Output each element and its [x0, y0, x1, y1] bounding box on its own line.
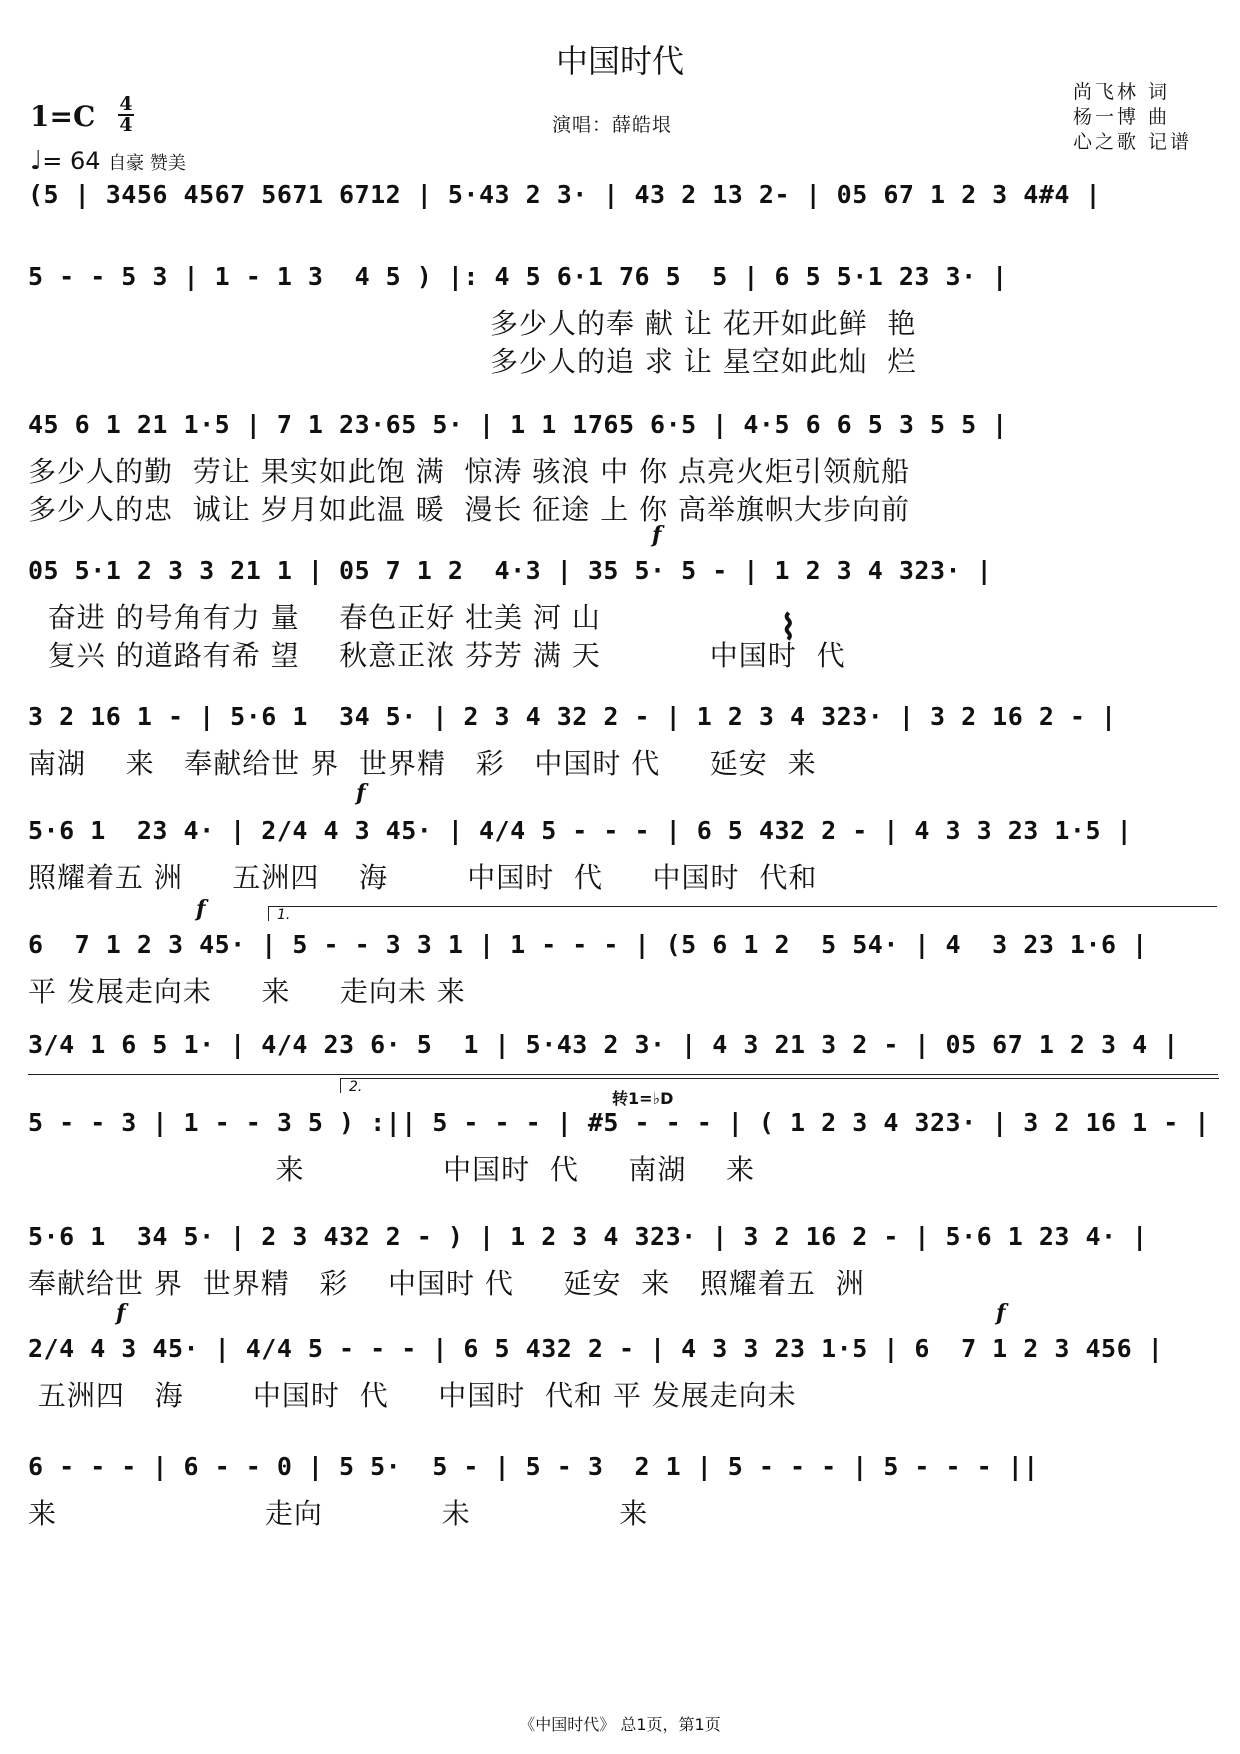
notation-line: 45 6 1 21 1·5 | 7 1 23·65 5· | 1 1 1765 6·5 | 4·5 6 6 5 3 5 5 | [28, 410, 1008, 439]
lyric-line: 五洲四 海 中国时 代 中国时 代和 平 发展走向未 [28, 1379, 797, 1412]
modulation-marking: 转1=♭D [612, 1089, 674, 1108]
forte-mark: f [356, 780, 366, 806]
transcriber-credit: 心之歌 记谱 [1073, 131, 1193, 153]
lyric-line: 奉献给世 界 世界精 彩 中国时 代 延安 来 照耀着五 洲 [28, 1267, 865, 1300]
key-signature: 1=C [30, 100, 96, 133]
lyric-verse-2: 多少人的追 求 让 星空如此灿 烂 [490, 345, 917, 378]
lyric-line: 平 发展走向未 来 走向未 来 [28, 975, 466, 1008]
lyric-line: 来 中国时 代 南湖 来 [28, 1153, 756, 1186]
tempo-value: = 64 [42, 147, 101, 175]
notation-line: 3/4 1 6 5 1· | 4/4 23 6· 5 1 | 5·43 2 3· | 4 3 21 3 2 - | 05 67 1 2 3 4 | [28, 1030, 1179, 1059]
composer-credit: 杨一博 曲 [1073, 106, 1171, 128]
lyricist-credit: 尚飞林 词 [1073, 81, 1171, 103]
lyric-verse-1: 多少人的奉 献 让 花开如此鲜 艳 [490, 307, 917, 340]
notation-line: (5 | 3456 4567 5671 6712 | 5·43 2 3· | 43 2 13 2- | 05 67 1 2 3 4#4 | [28, 180, 1102, 209]
first-ending-label: 1. [277, 907, 291, 923]
first-ending-bracket [268, 906, 1217, 921]
forte-mark: f [196, 896, 206, 922]
notation-line: 3 2 16 1 - | 5·6 1 34 5· | 2 3 4 32 2 - | 1 2 3 4 323· | 3 2 16 2 - | [28, 702, 1117, 731]
second-ending-bracket [340, 1078, 1219, 1093]
forte-mark: f [116, 1300, 126, 1326]
forte-mark: f [652, 522, 662, 548]
lyric-line: 南湖 来 奉献给世 界 世界精 彩 中国时 代 延安 来 [28, 747, 817, 780]
notation-line: 5·6 1 34 5· | 2 3 432 2 - ) | 1 2 3 4 323· | 3 2 16 2 - | 5·6 1 23 4· | [28, 1222, 1148, 1251]
system-divider [28, 1074, 1218, 1075]
notation-line: 5 - - 5 3 | 1 - 1 3 4 5 ) |: 4 5 6·1 76 5 5 | 6 5 5·1 23 3· | [28, 262, 1008, 291]
notation-line: 2/4 4 3 45· | 4/4 5 - - - | 6 5 432 2 - | 4 3 3 23 1·5 | 6 7 1 2 3 456 | [28, 1334, 1164, 1363]
lyric-verse-2: 多少人的忠 诚让 岁月如此温 暖 漫长 征途 上 你 高举旗帜大步向前 [28, 493, 911, 526]
expression-text: 自豪 赞美 [108, 153, 186, 174]
second-ending-label: 2. [349, 1079, 363, 1095]
notation-line: 6 - - - | 6 - - 0 | 5 5· 5 - | 5 - 3 2 1 | 5 - - - | 5 - - - || [28, 1452, 1039, 1481]
notation-line: 6 7 1 2 3 45· | 5 - - 3 3 1 | 1 - - - | (5 6 1 2 5 54· | 4 3 23 1·6 | [28, 930, 1148, 959]
quarter-note-icon: ♩ [30, 146, 43, 176]
forte-mark: f [996, 1300, 1006, 1326]
page-footer: 《中国时代》 总1页，第1页 [519, 1715, 721, 1734]
song-title: 中国时代 [555, 42, 684, 80]
arpeggio-icon: ⌇ [780, 608, 797, 648]
singer-credit: 演唱：薛皓垠 [552, 114, 673, 136]
time-signature-bottom: 4 [119, 114, 133, 136]
lyric-verse-1: 多少人的勤 劳让 果实如此饱 满 惊涛 骇浪 中 你 点亮火炬引领航船 [28, 455, 911, 488]
notation-line: 5 - - 3 | 1 - - 3 5 ) :|| 5 - - - | #5 - - - | ( 1 2 3 4 323· | 3 2 16 1 - | [28, 1108, 1210, 1137]
tempo-marking [30, 146, 186, 176]
lyric-verse-1: 奋进 的号角有力 量 春色正好 壮美 河 山 [28, 601, 601, 634]
time-signature [118, 93, 134, 136]
time-signature-top: 4 [119, 93, 133, 115]
lyric-line: 照耀着五 洲 五洲四 海 中国时 代 中国时 代和 [28, 861, 818, 894]
lyric-line: 来 走向 未 来 [28, 1497, 649, 1530]
lyric-verse-2: 复兴 的道路有希 望 秋意正浓 芬芳 满 天 中国时 代 [28, 639, 846, 672]
notation-line: 5·6 1 23 4· | 2/4 4 3 45· | 4/4 5 - - - | 6 5 432 2 - | 4 3 3 23 1·5 | [28, 816, 1133, 845]
notation-line: 05 5·1 2 3 3 21 1 | 05 7 1 2 4·3 | 35 5· 5 - | 1 2 3 4 323· | [28, 556, 993, 585]
